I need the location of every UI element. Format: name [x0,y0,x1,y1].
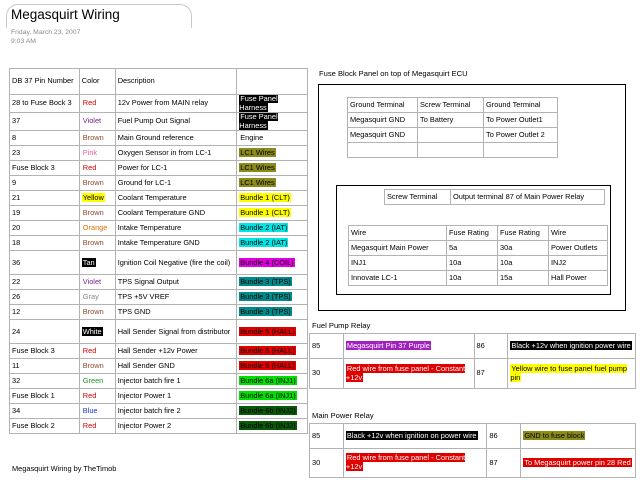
fuel-pump-relay-table [309,333,636,389]
pin-number: 32 [10,374,80,389]
wire-color: Pink [82,148,98,158]
wire-color: Violet [82,116,102,126]
pinout-row [10,131,308,146]
pinout-row [10,176,308,191]
bundle-tag-cell [237,320,308,344]
fuse-rating-cell: Innovate LC-1 [349,271,447,286]
relay-wire-label: Black +12v when ignition on power wire [346,430,477,440]
pin-number: 34 [10,404,80,419]
relay-row [310,334,636,359]
wire-color: Brown [82,238,104,248]
fuse-rating-cell: 10a [498,256,549,271]
wire-color-cell [79,305,115,320]
ground-row [348,128,558,143]
relay-pin: 85 [310,424,344,449]
relay87-header-cell: Output terminal 87 of Main Power Relay [451,190,605,205]
relay-pin: 86 [474,334,508,359]
relay-connection [521,449,636,478]
page-date: Friday, March 23, 2007 [11,29,81,36]
pin-description: Injector batch fire 1 [115,374,237,389]
pin-number: 18 [10,236,80,251]
fuse-rating-cell: INJ1 [349,256,447,271]
pinout-row [10,146,308,161]
pinout-table [9,68,308,434]
pinout-row [10,95,308,113]
wire-color: Brown [82,307,104,317]
bundle-tag: Bundle 6b (INJ2) [240,406,296,416]
fuse-rating-header-cell: Fuse Rating [498,226,549,241]
relay-pin: 30 [310,359,344,389]
wire-color-cell [79,359,115,374]
pin-description: Main Ground reference [115,131,237,146]
wire-color: Red [82,421,97,431]
pin-description: TPS Signal Output [115,275,237,290]
pinout-row [10,236,308,251]
fuel-pump-relay-label: Fuel Pump Relay [312,321,371,330]
bundle-tag-cell [237,389,308,404]
pin-description: Injector Power 1 [115,389,237,404]
wire-color-cell [79,131,115,146]
bundle-tag-cell [237,95,308,113]
relay-pin: 30 [310,449,344,478]
pin-description: Power for LC-1 [115,161,237,176]
bundle-tag-cell [237,191,308,206]
pin-description: Intake Temperature [115,221,237,236]
pinout-header-row [10,69,308,95]
bundle-tag-cell [237,305,308,320]
wire-color-cell [79,206,115,221]
relay-wire-label: Black +12v when ignition power wire [511,340,631,350]
wire-color: Blue [82,406,98,416]
ground-row [348,143,558,158]
bundle-tag: LC1 Wires [240,178,275,188]
ground-header-cell: Ground Terminal [348,98,418,113]
bundle-tag: Bundle 2 (IAT) [240,223,288,233]
wire-color: White [82,326,102,336]
pin-number: Fuse Block 3 [10,344,80,359]
relay-row [310,424,636,449]
pin-number: 37 [10,113,80,131]
pin-number: 20 [10,221,80,236]
pinout-row [10,161,308,176]
pin-description: Intake Temperature GND [115,236,237,251]
fuse-rating-cell: 15a [498,271,549,286]
pin-number: 28 to Fuse Bock 3 [10,95,80,113]
relay-pin: 85 [310,334,344,359]
relay-row [310,359,636,389]
wire-color-cell [79,389,115,404]
fuse-rating-row [349,256,608,271]
relay-connection [343,359,474,389]
relay-wire-label: To Megasquirt power pin 28 Red [524,457,631,467]
ground-cell [418,143,484,158]
fuse-rating-cell: Power Outlets [549,241,608,256]
wire-color-cell [79,176,115,191]
ground-cell [484,143,558,158]
bundle-tag-cell [237,113,308,131]
wire-color: Violet [82,277,102,287]
bundle-tag-cell [237,146,308,161]
header-pin: DB 37 Pin Number [10,69,80,95]
bundle-tag-cell [237,236,308,251]
pin-number: Fuse Block 1 [10,389,80,404]
pinout-row [10,290,308,305]
pinout-row [10,359,308,374]
bundle-tag: Bundle 5 (HALL) [240,346,295,356]
wire-color: Green [82,376,104,386]
pinout-row [10,206,308,221]
pin-description: Hall Sender GND [115,359,237,374]
bundle-tag-cell [237,419,308,434]
pinout-row [10,320,308,344]
pin-description: Fuel Pump Out Signal [115,113,237,131]
wire-color-cell [79,236,115,251]
fuse-rating-table [348,225,608,286]
pin-description: Oxygen Sensor in from LC-1 [115,146,237,161]
bundle-tag-cell [237,161,308,176]
fuse-rating-header-row [349,226,608,241]
header-color: Color [79,69,115,95]
bundle-tag: LC1 Wires [240,163,275,173]
fuse-rating-cell: Megasquirt Main Power [349,241,447,256]
fuse-rating-row [349,241,608,256]
pinout-row [10,113,308,131]
pinout-row [10,389,308,404]
header-description: Description [115,69,237,95]
relay-pin: 87 [487,449,521,478]
wire-color: Yellow [82,193,104,203]
pinout-row [10,419,308,434]
pin-number: 9 [10,176,80,191]
relay-wire-label: Yellow wire to fuse panel fuel pump pin [510,363,628,382]
relay-connection [343,449,487,478]
pin-description: Coolant Temperature [115,191,237,206]
relay87-header-row [385,190,605,205]
relay-wire-label: GND to fuse block [524,430,585,440]
bundle-tag-cell [237,359,308,374]
page-title: Megasquirt Wiring [11,7,120,22]
fuse-rating-cell: 5a [447,241,498,256]
pinout-row [10,221,308,236]
main-power-relay-table [309,423,636,478]
pin-description: TPS +5V VREF [115,290,237,305]
bundle-tag-cell [237,176,308,191]
wire-color-cell [79,290,115,305]
wire-color-cell [79,344,115,359]
bundle-tag: Fuse Panel Harness [239,94,278,112]
main-relay-fuse-box [336,185,611,295]
relay-row [310,449,636,478]
wire-color-cell [79,251,115,275]
wire-color-cell [79,146,115,161]
pin-description: 12v Power from MAIN relay [115,95,237,113]
fuse-rating-cell: Hall Power [549,271,608,286]
pin-number: 12 [10,305,80,320]
bundle-tag: Bundle 3 (TPS) [240,307,291,317]
wire-color: Brown [82,361,104,371]
bundle-tag: Fuse Panel Harness [239,112,278,130]
pin-number: 24 [10,320,80,344]
pin-description: Ignition Coil Negative (fire the coil) [115,251,237,275]
bundle-tag-cell [237,275,308,290]
bundle-tag: Bundle 5 (HALL) [240,361,295,371]
wire-color-cell [79,419,115,434]
wire-color-cell [79,320,115,344]
pin-description: Injector batch fire 2 [115,404,237,419]
wire-color: Tan [82,257,95,267]
bundle-tag: Bundle 3 (TPS) [240,292,291,302]
bundle-tag: Bundle 3 (TPS) [240,277,291,287]
bundle-tag: Bundle 2 (IAT) [240,238,288,248]
ground-cell: To Power Outlet 2 [484,128,558,143]
wire-color: Brown [82,178,104,188]
relay-connection [343,334,474,359]
fuse-panel-box [318,84,626,311]
pin-number: 21 [10,191,80,206]
pin-number: 22 [10,275,80,290]
wire-color-cell [79,275,115,290]
header-bundle [237,69,308,95]
fuse-rating-cell: 30a [498,241,549,256]
pin-description: Coolant Temperature GND [115,206,237,221]
footer-credit: Megasquirt Wiring by TheTimob [12,464,117,473]
pin-number: 11 [10,359,80,374]
pin-description: TPS GND [115,305,237,320]
fuse-rating-header-cell: Wire [349,226,447,241]
relay-connection [508,334,636,359]
fuse-rating-header-cell: Wire [549,226,608,241]
bundle-tag-cell [237,404,308,419]
relay-wire-label: Megasquirt Pin 37 Purple [346,340,430,350]
wire-color: Red [82,163,97,173]
pin-number: 19 [10,206,80,221]
ground-cell [418,128,484,143]
relay-connection [508,359,636,389]
relay-pin: 87 [474,359,508,389]
relay87-header-cell: Screw Terminal [385,190,451,205]
pin-description: Hall Sender +12v Power [115,344,237,359]
bundle-tag: Bundle 5 (HALL) [240,326,295,336]
pin-description: Hall Sender Signal from distributor [115,320,237,344]
ground-terminal-table [347,97,558,158]
bundle-tag: Bundle 6a (INJ1) [240,376,296,386]
main-power-relay-label: Main Power Relay [312,411,374,420]
pinout-row [10,305,308,320]
bundle-tag-cell [237,131,308,146]
pinout-row [10,374,308,389]
bundle-tag-cell [237,221,308,236]
relay-connection [343,424,487,449]
wire-color: Gray [82,292,99,302]
wire-color: Red [82,391,97,401]
bundle-tag-cell [237,290,308,305]
bundle-tag: LC1 Wires [240,148,275,158]
pinout-row [10,191,308,206]
bundle-tag: Engine [240,133,264,143]
bundle-tag-cell [237,374,308,389]
pin-number: 36 [10,251,80,275]
fuse-rating-header-cell: Fuse Rating [447,226,498,241]
wire-color: Brown [82,208,104,218]
relay87-header-table [384,189,605,205]
pin-number: 23 [10,146,80,161]
fuse-rating-cell: 10a [447,256,498,271]
wire-color: Brown [82,133,104,143]
ground-cell: To Power Outlet1 [484,113,558,128]
wire-color-cell [79,191,115,206]
pin-number: Fuse Block 3 [10,161,80,176]
fuse-rating-row [349,271,608,286]
pinout-row [10,251,308,275]
pin-number: 8 [10,131,80,146]
ground-header-row [348,98,558,113]
bundle-tag-cell [237,251,308,275]
ground-cell: Megasquirt GND [348,113,418,128]
bundle-tag: Bundle 1 (CLT) [240,193,290,203]
fuse-rating-cell: 10a [447,271,498,286]
pinout-row [10,404,308,419]
wire-color-cell [79,404,115,419]
ground-header-cell: Screw Terminal [418,98,484,113]
relay-wire-label: Red wire from fuse panel - Constant +12v [345,363,466,382]
wire-color-cell [79,95,115,113]
bundle-tag: Bundle 6a (INJ1) [240,391,296,401]
pin-number: Fuse Block 2 [10,419,80,434]
wire-color-cell [79,113,115,131]
wire-color: Red [82,98,97,108]
fuse-panel-label: Fuse Block Panel on top of Megasquirt ECU [319,69,468,78]
fuse-rating-cell: INJ2 [549,256,608,271]
relay-connection [521,424,636,449]
ground-cell: Megasquirt GND [348,128,418,143]
wire-color: Red [82,346,97,356]
page-time: 9:03 AM [11,38,36,45]
pinout-row [10,275,308,290]
ground-cell [348,143,418,158]
pin-number: 26 [10,290,80,305]
bundle-tag: Bundle 6b (INJ2) [240,421,296,431]
wire-color-cell [79,161,115,176]
wire-color: Orange [82,223,108,233]
relay-wire-label: Red wire from fuse panel - Constant +12v [345,453,466,471]
pin-description: Injector Power 2 [115,419,237,434]
bundle-tag-cell [237,206,308,221]
pin-description: Ground for LC-1 [115,176,237,191]
relay-pin: 86 [487,424,521,449]
ground-cell: To Battery [418,113,484,128]
bundle-tag-cell [237,344,308,359]
ground-header-cell: Ground Terminal [484,98,558,113]
pinout-row [10,344,308,359]
wire-color-cell [79,221,115,236]
wire-color-cell [79,374,115,389]
bundle-tag: Bundle 4 (COIL) [240,257,294,267]
ground-row [348,113,558,128]
bundle-tag: Bundle 1 (CLT) [240,208,290,218]
